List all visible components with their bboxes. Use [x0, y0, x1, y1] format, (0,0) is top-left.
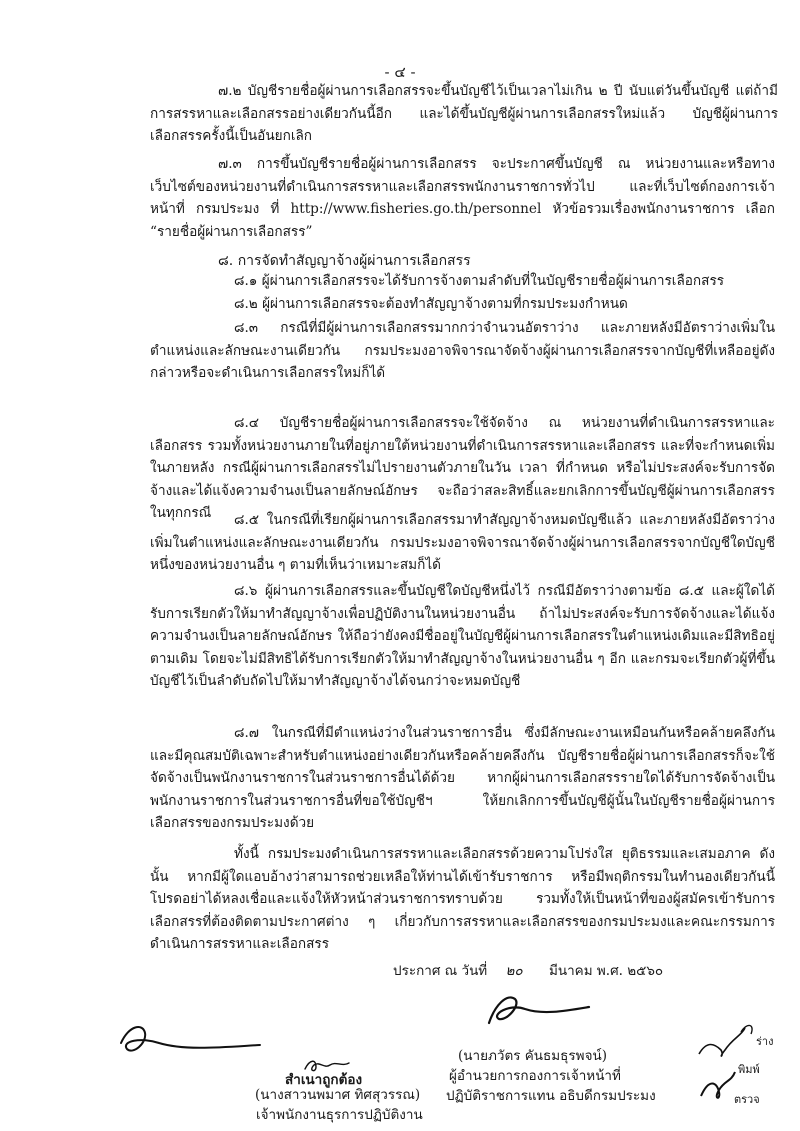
director-signature	[485, 985, 595, 1035]
announce-prefix: ประกาศ ณ วันที่	[393, 963, 488, 979]
closing-paragraph: ทั้งนี้ กรมประมงดำเนินการสรรหาและเลือกสรรด้วยความโปร่งใส ยุติธรรมและเสมอภาค ดังนั้น หากมีผู้ใดแอบอ้างว่าสามารถช่วยเหลือให้ท่านได้เข้ารับราชการ หรือมีพฤติกรรมในทำนองเดียวกันนี้ โปรดอย่าได้หลงเชื่อและแจ้งให้หัวหน้าส่วนราชการทราบด้วย รวมทั้งให้เป็นหน้าที่ของผู้สมัครเข้ารับการเลือกสรรที่ต้องติดตามประกาศต่าง ๆ เกี่ยวกับการสรรหาและเลือกสรรของกรมประมงและคณะกรรมการดำเนินการสรรหาและเลือกสรร	[150, 846, 775, 952]
paragraph-8-3: ๘.๓ กรณีที่มีผู้ผ่านการเลือกสรรมากกว่าจำนวนอัตราว่าง และภายหลังมีอัตราว่างเพิ่มในตำแหน่งและลักษณะงานเดียวกัน กรมประมงอาจพิจารณาจัดจ้างผู้ผ่านการเลือกสรรจากบัญชีที่เหลืออยู่ดังกล่าวหรือจะดำเนินการเลือกสรรใหม่ก็ได้	[150, 320, 775, 381]
paragraph-8-5: ๘.๕ ในกรณีที่เรียกผู้ผ่านการเลือกสรรมาทำสัญญาจ้างหมดบัญชีแล้ว และภายหลังมีอัตราว่างเพิ่มในตำแหน่งและลักษณะงานเดียวกัน กรมประมงอาจพิจารณาจัดจ้างผู้ผ่านการเลือกสรรจากบัญชีใดบัญชีหนึ่งของหน่วยงานอื่น ๆ ตามที่เห็นว่าเหมาะสมก็ได้	[150, 512, 775, 573]
signatory-position-1: ผู้อำนวยการกองการเจ้าหน้าที่	[449, 1068, 621, 1084]
signatory-name: (นายภวัตร คันธมธุรพจน์)	[458, 1048, 607, 1064]
announce-day: ๒๐	[505, 963, 523, 979]
copy-certifier-position: เจ้าพนักงานธุรการปฏิบัติงาน	[256, 1107, 423, 1123]
margin-note-checked: ตรวจ	[734, 1093, 760, 1106]
margin-note-typed: พิมพ์	[738, 1063, 760, 1076]
paragraph-7-3: ๗.๓ การขึ้นบัญชีรายชื่อผู้ผ่านการเลือกสรร จะประกาศขึ้นบัญชี ณ หน่วยงานและหรือทางเว็บไซต์ของหน่วยงานที่ดำเนินการสรรหาและเลือกสรรพนักงานราชการทั่วไป และที่เว็บไซต์กองการเจ้าหน้าที่ กรมประมง ที่ http://www.fisheries.go.th/personnel หัวข้อรวมเรื่องพนักงานราชการ เลือก “รายชื่อผู้ผ่านการเลือกสรร”	[150, 156, 775, 240]
signatory-position-2: ปฏิบัติราชการแทน อธิบดีกรมประมง	[446, 1088, 656, 1104]
paragraph-8-6: ๘.๖ ผู้ผ่านการเลือกสรรและขึ้นบัญชีใดบัญชีหนึ่งไว้ กรณีมีอัตราว่างตามข้อ ๘.๕ และผู้ใดได้รับการเรียกตัวให้มาทำสัญญาจ้างเพื่อปฏิบัติงานในหน่วยงานอื่น ถ้าไม่ประสงค์จะรับการจัดจ้างและได้แจ้งความจำนงเป็นลายลักษณ์อักษร ให้ถือว่ายังคงมีชื่ออยู่ในบัญชีผู้ผ่านการเลือกสรรในตำแหน่งเดิมและมีสิทธิอยู่ตามเดิม โดยจะไม่มีสิทธิได้รับการเรียกตัวให้มาทำสัญญาจ้างในหน่วยงานอื่น ๆ อีก และกรมจะเรียกตัวผู้ที่ขึ้นบัญชีไว้เป็นลำดับถัดไปให้มาทำสัญญาจ้างได้จนกว่าจะหมดบัญชี	[150, 583, 775, 689]
section-8-heading: ๘. การจัดทำสัญญาจ้างผู้ผ่านการเลือกสรร	[218, 253, 471, 269]
announce-month-year: มีนาคม พ.ศ. ๒๕๖๐	[548, 963, 664, 979]
copy-certifier-name: (นางสาวนพมาศ ทิศสุวรรณ)	[255, 1087, 421, 1103]
paragraph-8-1: ๘.๑ ผู้ผ่านการเลือกสรรจะได้รับการจ้างตามลำดับที่ในบัญชีรายชื่อผู้ผ่านการเลือกสรร	[234, 273, 725, 289]
initials-mark	[302, 1055, 352, 1077]
paragraph-8-7: ๘.๗ ในกรณีที่มีตำแหน่งว่างในส่วนราชการอื่น ซึ่งมีลักษณะงานเหมือนกันหรือคล้ายคลึงกัน และมีคุณสมบัติเฉพาะสำหรับตำแหน่งอย่างเดียวกันหรือคล้ายคลึงกัน บัญชีรายชื่อผู้ผ่านการเลือกสรรก็จะใช้จัดจ้างเป็นพนักงานราชการในส่วนราชการอื่นได้ด้วย หากผู้ผ่านการเลือกสรรรายใดได้รับการจัดจ้างเป็นพนักงานราชการในส่วนราชการอื่นที่ขอใช้บัญชีฯ ให้ยกเลิกการขึ้นบัญชีผู้นั้นในบัญชีรายชื่อผู้ผ่านการเลือกสรรของกรมประมงด้วย	[150, 725, 775, 831]
announce-date	[393, 959, 663, 981]
copy-certified-title: สำเนาถูกต้อง	[285, 1072, 363, 1088]
copy-certifier-signature	[115, 1015, 265, 1065]
paragraph-8-2: ๘.๒ ผู้ผ่านการเลือกสรรจะต้องทำสัญญาจ้างตามที่กรมประมงกำหนด	[234, 296, 628, 312]
page-number: - ๔ -	[384, 63, 416, 81]
margin-note-draft: ร่าง	[756, 1035, 774, 1048]
paragraph-7-2: ๗.๒ บัญชีรายชื่อผู้ผ่านการเลือกสรรจะขึ้นบัญชีไว้เป็นเวลาไม่เกิน ๒ ปี นับแต่วันขึ้นบัญชี แต่ถ้ามีการสรรหาและเลือกสรรอย่างเดียวกันนี้อีก และได้ขึ้นบัญชีผู้ผ่านการเลือกสรรใหม่แล้ว บัญชีผู้ผ่านการเลือกสรรครั้งนี้เป็นอันยกเลิก	[150, 83, 778, 144]
paragraph-8-4: ๘.๔ บัญชีรายชื่อผู้ผ่านการเลือกสรรจะใช้จัดจ้าง ณ หน่วยงานที่ดำเนินการสรรหาและเลือกสรร รวมทั้งหน่วยงานภายในที่อยู่ภายใต้หน่วยงานที่ดำเนินการสรรหาและเลือกสรร และที่จะกำหนดเพิ่มในภายหลัง กรณีผู้ผ่านการเลือกสรรไม่ไปรายงานตัวภายในวัน เวลา ที่กำหนด หรือไม่ประสงค์จะรับการจัดจ้างและได้แจ้งความจำนงเป็นลายลักษณ์อักษร จะถือว่าสละสิทธิ์และยกเลิกการขึ้นบัญชีผู้ผ่านการเลือกสรรในทุกกรณี	[150, 415, 775, 521]
